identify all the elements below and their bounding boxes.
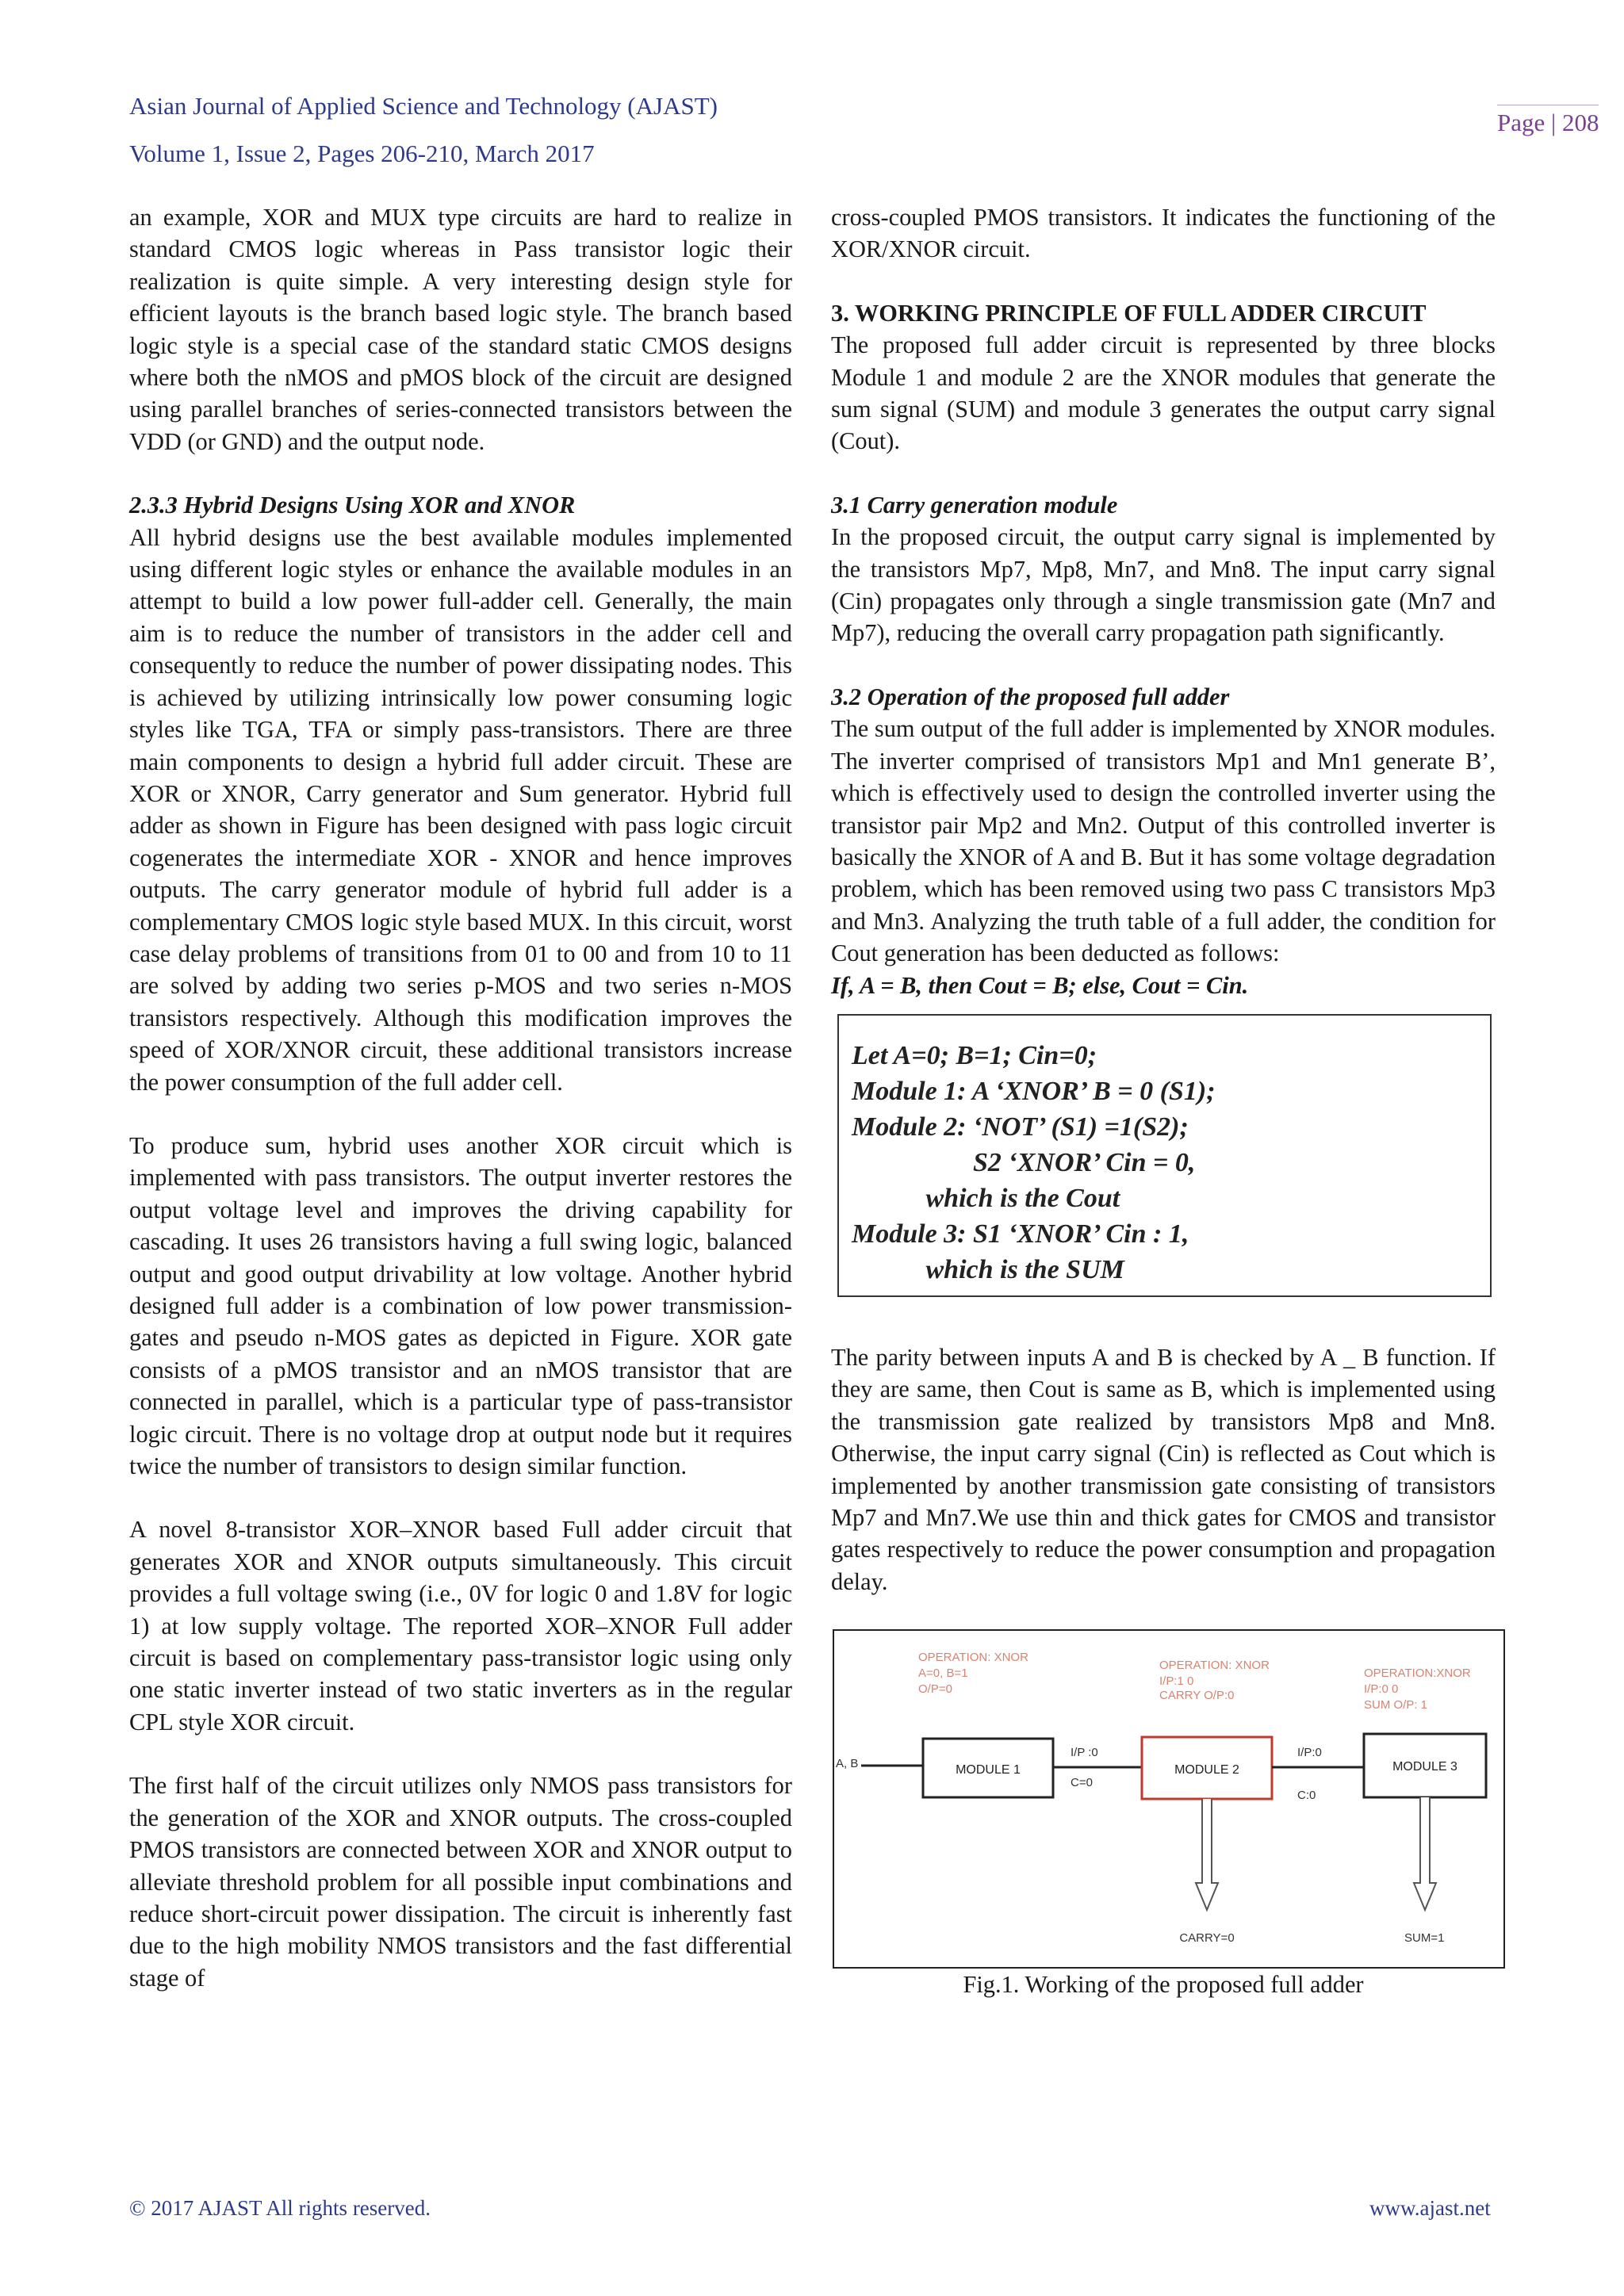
cout-condition: If, A = B, then Cout = B; else, Cout = Cin. — [831, 971, 1249, 999]
left-column — [129, 201, 792, 1994]
right-column — [831, 201, 1496, 2001]
sum-output-label: SUM=1 — [1404, 1931, 1445, 1946]
carry-arrow — [1196, 1799, 1218, 1910]
paragraph: The proposed full adder circuit is represented by three blocks Module 1 and module 2 are the XNOR modules that generate the sum signal (SUM) and module 3 generates the output carry signal (Cout). — [831, 331, 1496, 455]
op2-line: CARRY O/P:0 — [1159, 1689, 1235, 1703]
op2-line: OPERATION: XNOR — [1159, 1659, 1270, 1673]
website-link[interactable]: www.ajast.net — [1369, 2196, 1491, 2220]
copyright: © 2017 AJAST All rights reserved. — [129, 2196, 431, 2220]
paragraph: The parity between inputs A and B is checked by A _ B function. If they are same, then Cout is same as B, which is implemented using the transmission gate realized by transistors Mp8 and Mn8. Otherwise, the input carry signal (Cin) is reflected as Cout which is implemented by another transmission gate consisting of transistors Mp7 and Mn7.We use thin and thick gates for CMOS and transistor gates respectively to reduce the power consumption and propagation delay. — [831, 1343, 1496, 1595]
example-line: S2 ‘XNOR’ Cin = 0, — [852, 1147, 1196, 1177]
op3-line: OPERATION:XNOR — [1364, 1667, 1471, 1681]
paragraph: an example, XOR and MUX type circuits are hard to realize in standard CMOS logic whereas in Pass transistor logic their realization is quite simple. A very interesting design style for efficient layouts is the branch based logic style. The branch based logic style is a special case of the standard static CMOS designs where both the nMOS and pMOS block of the circuit are designed using parallel branches of series-connected transistors between the VDD (or GND) and the output node. — [129, 204, 792, 455]
op1-line: O/P=0 — [918, 1682, 952, 1697]
example-line: which is the Cout — [852, 1183, 1120, 1213]
figure-caption: Fig.1. Working of the proposed full adder — [963, 1971, 1364, 1999]
link2-top-label: I/P:0 — [1297, 1746, 1322, 1760]
subsection-heading: 3.2 Operation of the proposed full adder — [831, 683, 1230, 710]
carry-output-label: CARRY=0 — [1179, 1931, 1235, 1946]
example-line: which is the SUM — [852, 1254, 1124, 1284]
op3-line: SUM O/P: 1 — [1364, 1698, 1428, 1712]
link2-bottom-label: C:0 — [1297, 1789, 1316, 1803]
module-3-label: MODULE 3 — [1392, 1760, 1457, 1774]
example-line: Module 2: ‘NOT’ (S1) =1(S2); — [852, 1112, 1189, 1142]
op3-line: I/P:0 0 — [1364, 1682, 1399, 1697]
paragraph: The first half of the circuit utilizes only NMOS pass transistors for the generation of the XOR and XNOR outputs. The cross-coupled PMOS transistors are connected between XOR and XNOR output to alleviate threshold problem for all possible input combinations and reduce short-circuit power dissipation. The circuit is inherently fast due to the high mobility NMOS transistors and the fast differential stage of — [129, 1772, 792, 1992]
journal-volume: Volume 1, Issue 2, Pages 206-210, March 2017 — [129, 140, 595, 167]
full-adder-figure — [833, 1629, 1505, 1969]
link1-top-label: I/P :0 — [1071, 1746, 1098, 1760]
section-heading: 2.3.3 Hybrid Designs Using XOR and XNOR — [129, 492, 576, 519]
paragraph: The sum output of the full adder is implemented by XNOR modules. The inverter comprised of transistors Mp1 and Mn1 generate B’, which is effectively used to design the controlled inverter using the transistor pair Mp2 and Mn2. Output of this controlled inverter is basically the XNOR of A and B. But it has some voltage degradation problem, which has been removed using two pass C transistors Mp3 and Mn3. Analyzing the truth table of a full adder, the condition for Cout generation has been deducted as follows: — [831, 715, 1496, 967]
example-box — [837, 1014, 1492, 1297]
example-line: Module 3: S1 ‘XNOR’ Cin : 1, — [852, 1219, 1189, 1249]
link1-bottom-label: C=0 — [1071, 1776, 1093, 1790]
op1-line: OPERATION: XNOR — [918, 1651, 1028, 1665]
example-line: Let A=0; B=1; Cin=0; — [852, 1040, 1097, 1070]
input-label: A, B — [836, 1757, 859, 1771]
paragraph: To produce sum, hybrid uses another XOR circuit which is implemented with pass transistors. The output inverter restores the output voltage level and improves the driving capability for cascading. It uses 26 transistors having a full swing logic, balanced output and good output drivability at low voltage. Another hybrid designed full adder is a combination of low power transmission-gates and pseudo n-MOS gates as depicted in Figure. XOR gate consists of a pMOS transistor and an nMOS transistor that are connected in parallel, which is a particular type of pass-transistor logic circuit. There is no voltage drop at output node but it requires twice the number of transistors to design similar function. — [129, 1131, 792, 1480]
paragraph: A novel 8-transistor XOR–XNOR based Full adder circuit that generates XOR and XNOR outputs simultaneously. This circuit provides a full voltage swing (i.e., 0V for logic 0 and 1.8V for logic 1) at low supply voltage. The reported XOR–XNOR Full adder circuit is based on complementary pass-transistor logic using only one static inverter instead of two static inverters as in the regular CPL style XOR circuit. — [129, 1516, 792, 1735]
sum-arrow — [1414, 1797, 1436, 1910]
section-heading: 3. WORKING PRINCIPLE OF FULL ADDER CIRCUIT — [831, 299, 1427, 327]
paragraph: In the proposed circuit, the output carry signal is implemented by the transistors Mp7, Mp8, Mn7, and Mn8. The input carry signal (Cin) propagates only through a single transmission gate (Mn7 and Mp7), reducing the overall carry propagation path significantly. — [831, 523, 1496, 647]
paragraph: All hybrid designs use the best available modules implemented using different logic styles or enhance the available modules in an attempt to build a low power full-adder cell. Generally, the main aim is to reduce the number of transistors in the adder cell and consequently to reduce the number of power dissipating nodes. This is achieved by utilizing intrinsically low power consuming logic styles like TGA, TFA or simply pass-transistors. There are three main components to design a hybrid full adder circuit. These are XOR or XNOR, Carry generator and Sum generator. Hybrid full adder as shown in Figure has been designed with pass logic circuit cogenerates the intermediate XOR - XNOR and hence improves outputs. The carry generator module of hybrid full adder is a complementary CMOS logic style based MUX. In this circuit, worst case delay problems of transitions from 01 to 00 and from 10 to 11 are solved by adding two series p-MOS and two series n-MOS transistors respectively. Although this modification improves the speed of XOR/XNOR circuit, these additional transistors increase the power consumption of the full adder cell. — [129, 523, 792, 1096]
journal-title: Asian Journal of Applied Science and Technology (AJAST) — [129, 92, 718, 120]
paragraph: cross-coupled PMOS transistors. It indicates the functioning of the XOR/XNOR circuit. — [831, 204, 1496, 263]
module-1-label: MODULE 1 — [956, 1763, 1021, 1777]
module-2-label: MODULE 2 — [1174, 1763, 1239, 1777]
op1-line: A=0, B=1 — [918, 1667, 968, 1681]
page-number: Page | 208 — [1497, 105, 1599, 137]
op2-line: I/P:1 0 — [1159, 1674, 1194, 1689]
subsection-heading: 3.1 Carry generation module — [831, 491, 1118, 519]
example-line: Module 1: A ‘XNOR’ B = 0 (S1); — [852, 1076, 1216, 1106]
